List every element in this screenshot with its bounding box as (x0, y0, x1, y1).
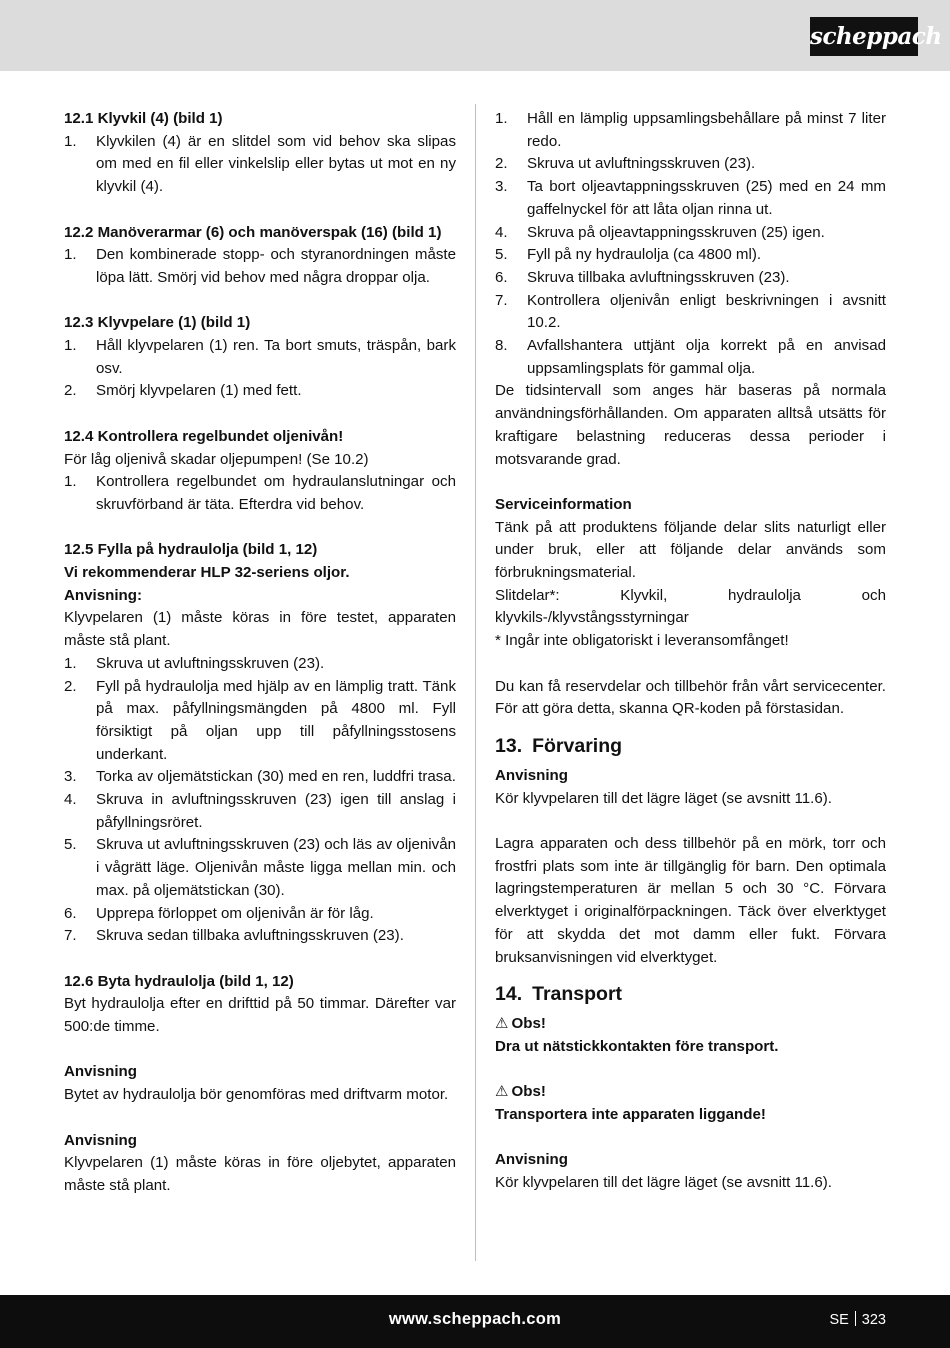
service-text: Tänk på att produktens följande delar slits naturligt eller under bruk, eller att följande delar används som förbrukningsmaterial. (495, 518, 886, 582)
note-text: Klyvpelaren (1) måste köras in före testet, apparaten måste stå plant. (64, 609, 456, 650)
list-item: 4. Skruva på oljeavtappningsskruven (25) igen. (495, 223, 825, 241)
list-item: 2. Fyll på hydraulolja med hjälp av en lämplig tratt. Tänk på max. påfyllningsmängden på 4800 ml. Fyll försiktigt på oljan upp till påfyllningsstosens underkant. (64, 677, 456, 763)
note-text: Kör klyvpelaren till det lägre läget (se avsnitt 11.6). (495, 789, 832, 807)
section-14-heading: 14. Transport (495, 983, 623, 1006)
oil-change-interval: Byt hydraulolja efter en drifttid på 50 timmar. Därefter var 500:de timme. (64, 995, 456, 1036)
note-label: Anvisning (64, 1063, 137, 1081)
warning-text: Transportera inte apparaten liggande! (495, 1106, 766, 1124)
note-text: Kör klyvpelaren till det lägre läget (se avsnitt 11.6). (495, 1174, 832, 1192)
list-item: 5. Fyll på ny hydraulolja (ca 4800 ml). (495, 246, 762, 264)
storage-text: Lagra apparaten och dess tillbehör på en mörk, torr och frostfri plats som inte är tillgänglig för barn. Den optimala lagringstemperaturen är mellan 5 och 30 °C. Förvara elverktyget i originalförpackningen. Täck över elverktyget för att skydda det mot damm eller fukt. Förvara bruksanvisningen vid elverktyget. (495, 835, 886, 966)
warning-triangle-icon: ⚠ (495, 1083, 509, 1101)
list-item: 1. Kontrollera regelbundet om hydraulanslutningar och skruvförband är täta. Efterdra vid behov. (64, 473, 456, 513)
section-12-4-title: 12.4 Kontrollera regelbundet oljenivån! (64, 427, 344, 445)
oil-level-warning: För låg oljenivå skadar oljepumpen! (Se 10.2) (64, 450, 369, 468)
warning-label: ⚠ Obs! (495, 1081, 886, 1104)
brand-logo: scheppach (810, 17, 918, 56)
note-label: Anvisning: (64, 586, 142, 604)
list-item: 1. Håll klyvpelaren (1) ren. Ta bort smuts, träspån, bark osv. (64, 337, 456, 377)
warning-label: ⚠ Obs! (495, 1013, 886, 1036)
right-column (495, 108, 886, 1195)
list-item: 6. Upprepa förloppet om oljenivån är för låg. (64, 904, 374, 922)
list-item: 4. Skruva in avluftningsskruven (23) igen till anslag i påfyllningsröret. (64, 791, 456, 831)
section-12-2-title: 12.2 Manöverarmar (6) och manöverspak (16) (bild 1) (64, 223, 442, 241)
website-link[interactable]: www.scheppach.com (388, 1310, 562, 1328)
wear-parts-text: Slitdelar*: Klyvkil, hydraulolja och klyvkils-/klyvstångsstyrningar (495, 586, 886, 627)
list-item: 6. Skruva tillbaka avluftningsskruven (23). (495, 268, 790, 286)
service-info-title: Serviceinformation (495, 495, 632, 513)
list-item: 7. Skruva sedan tillbaka avluftningsskruven (23). (64, 927, 404, 945)
list-item: 2. Smörj klyvpelaren (1) med fett. (64, 382, 302, 400)
list-item: 2. Skruva ut avluftningsskruven (23). (495, 155, 756, 173)
list-item: 8. Avfallshantera uttjänt olja korrekt på en anvisad uppsamlingsplats för gammal olja. (495, 337, 886, 377)
section-12-3-title: 12.3 Klyvpelare (1) (bild 1) (64, 314, 251, 332)
list-item: 3. Ta bort oljeavtappningsskruven (25) med en 24 mm gaffelnyckel för att låta oljan rinna ut. (495, 178, 886, 218)
note-label: Anvisning (495, 1151, 568, 1169)
warning-text: Dra ut nätstickkontakten före transport. (495, 1037, 779, 1055)
section-12-5-title: 12.5 Fylla på hydraulolja (bild 1, 12) (64, 541, 318, 559)
left-column (64, 108, 456, 1198)
note-text: Klyvpelaren (1) måste köras in före oljebytet, apparaten måste stå plant. (64, 1154, 456, 1194)
page-number: SE 323 (829, 1312, 886, 1328)
warning-triangle-icon: ⚠ (495, 1015, 509, 1033)
note-label: Anvisning (495, 766, 568, 784)
interval-text: De tidsintervall som anges här baseras på normala användningsförhållanden. Om apparaten alltså utsätts för kraftigare belastning reduceras dessa perioder i motsvarande grad. (495, 382, 886, 468)
list-item: 5. Skruva ut avluftningsskruven (23) och läs av oljenivån i vågrätt läge. Oljenivån måste ligga mellan min. och max. på oljemätstickan (30). (64, 836, 456, 899)
section-12-1-title: 12.1 Klyvkil (4) (bild 1) (64, 110, 223, 127)
section-13-heading: 13. Förvaring (495, 734, 623, 757)
note-text: Bytet av hydraulolja bör genomföras med driftvarm motor. (64, 1086, 449, 1104)
spare-parts-text: Du kan få reservdelar och tillbehör från vårt servicecenter. För att göra detta, skanna QR-koden på förstasidan. (495, 677, 886, 718)
column-divider (475, 104, 476, 1261)
list-item: 3. Torka av oljemätstickan (30) med en ren, luddfri trasa. (64, 768, 456, 786)
oil-recommendation: Vi rekommenderar HLP 32-seriens oljor. (64, 564, 350, 581)
list-item: 7. Kontrollera oljenivån enligt beskrivningen i avsnitt 10.2. (495, 291, 886, 332)
page-header (0, 0, 950, 71)
footnote-text: * Ingår inte obligatoriskt i leveransomfånget! (495, 632, 789, 650)
list-item: 1. Klyvkilen (4) är en slitdel som vid behov ska slipas om med en fil eller vinkelslip eller bytas ut mot en ny klyvkil (4). (64, 132, 456, 196)
page-footer (0, 1295, 950, 1348)
list-item: 1. Håll en lämplig uppsamlingsbehållare på minst 7 liter redo. (495, 110, 886, 150)
list-item: 1. Skruva ut avluftningsskruven (23). (64, 654, 325, 672)
list-item: 1. Den kombinerade stopp- och styranordningen måste löpa lätt. Smörj vid behov med några droppar olja. (64, 246, 456, 286)
note-label: Anvisning (64, 1131, 137, 1149)
section-12-6-title: 12.6 Byta hydraulolja (bild 1, 12) (64, 972, 294, 990)
